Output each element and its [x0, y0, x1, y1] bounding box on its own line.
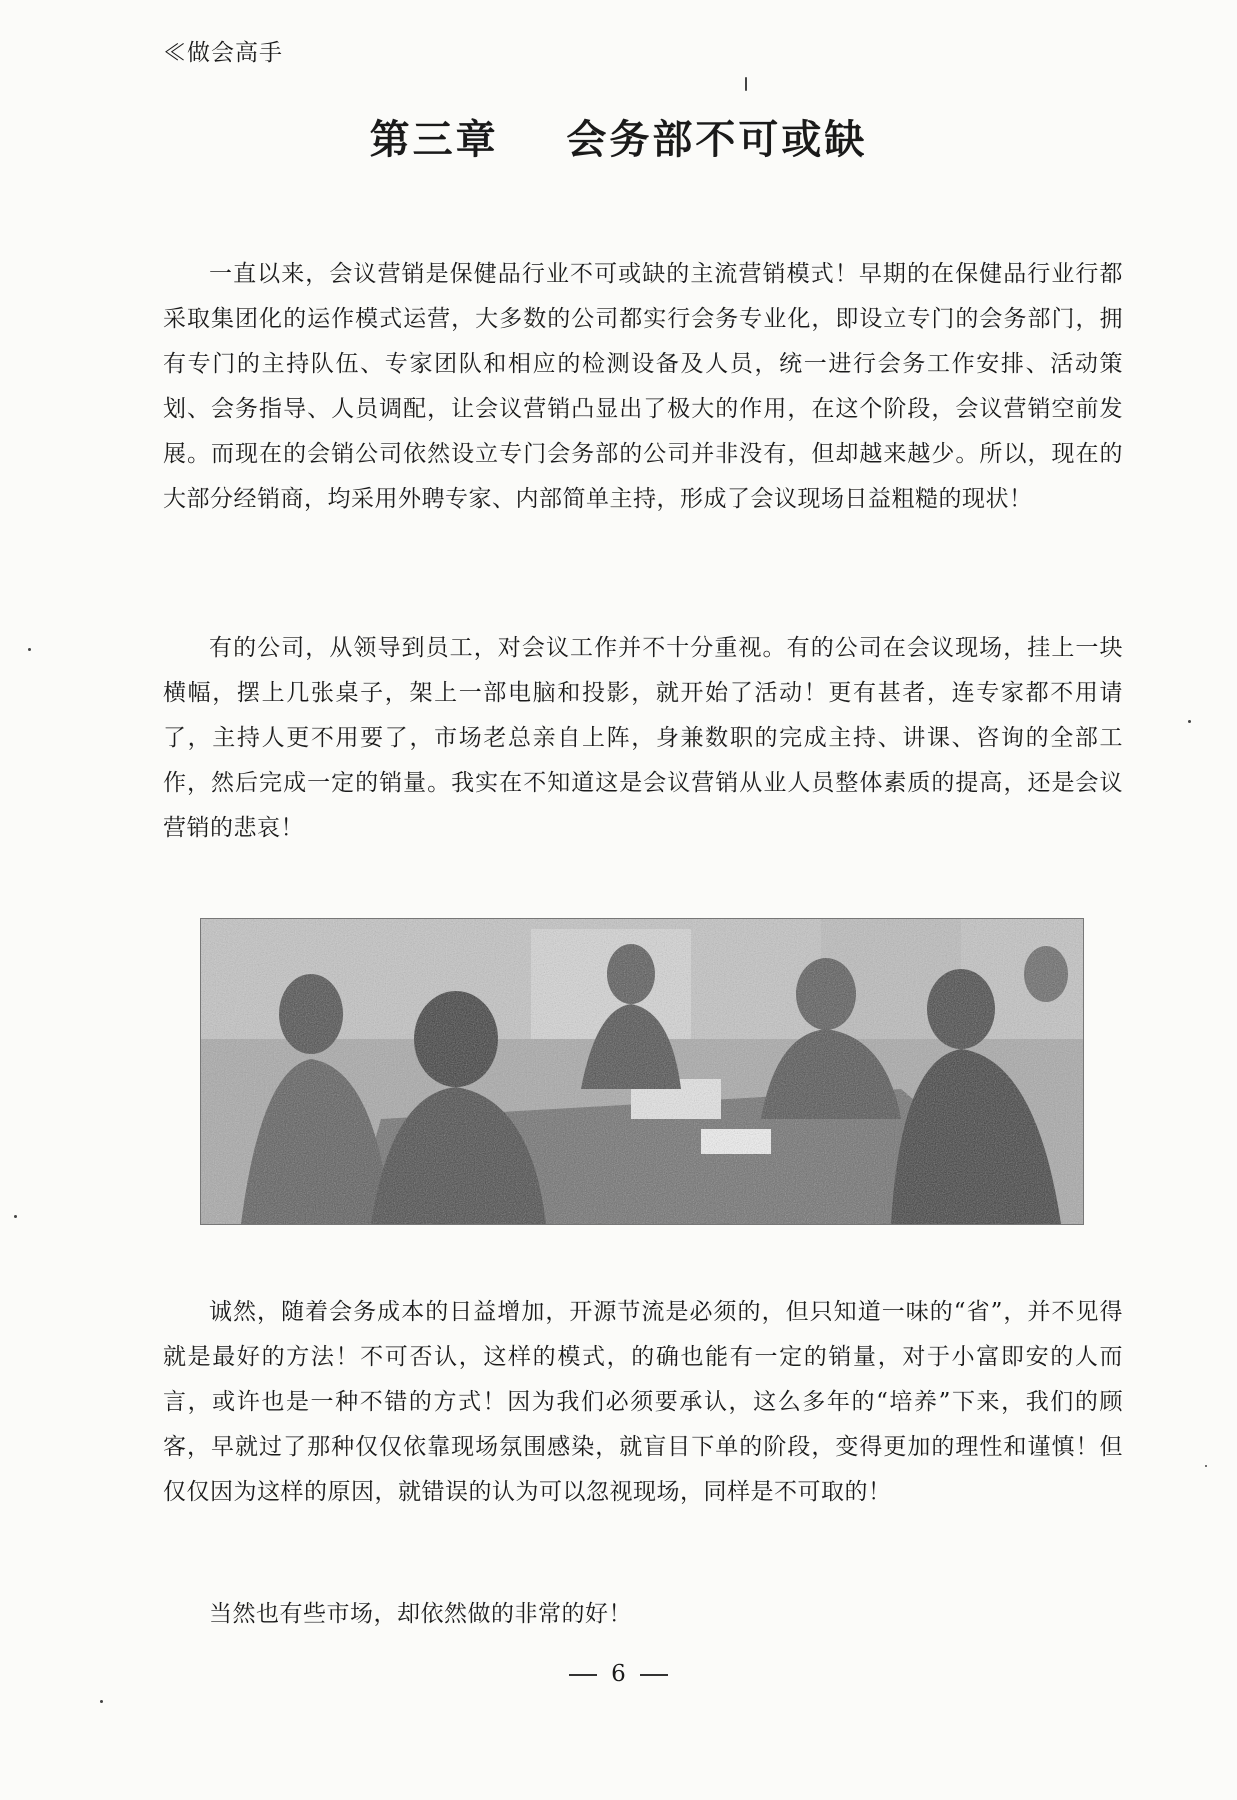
meeting-photo: [200, 918, 1084, 1225]
meeting-photo-image: [201, 919, 1083, 1224]
scan-speck: [100, 1700, 103, 1703]
page-number: [0, 1661, 1237, 1687]
paragraph-2: [163, 626, 1123, 851]
dash-left: [569, 1674, 597, 1676]
scan-speck: [1205, 1465, 1207, 1467]
chapter-title: 第三章 会务部不可或缺: [369, 116, 868, 163]
paragraph-text: 一直以来，会议营销是保健品行业不可或缺的主流营销模式！早期的在保健品行业行都采取集团化的运作模式运营，大多数的公司都实行会务专业化，即设立专门的会务部门，拥有专门的主持队伍、专家团队和相应的检测设备及人员，统一进行会务工作安排、活动策划、会务指导、人员调配，让会议营销凸显出了极大的作用，在这个阶段，会议营销空前发展。而现在的会销公司依然设立专门会务部的公司并非没有，但却越来越少。所以，现在的大部分经销商，均采用外聘专家、内部简单主持，形成了会议现场日益粗糙的现状！: [163, 261, 1123, 512]
page-number-value: 6: [611, 1661, 626, 1687]
scan-speck: [1188, 720, 1191, 723]
paragraph-4: [163, 1592, 1123, 1637]
scan-speck: [745, 77, 747, 91]
paragraph-text: 当然也有些市场，却依然做的非常的好！: [209, 1601, 632, 1627]
paragraph-1: [163, 252, 1123, 522]
scan-speck: [14, 1215, 17, 1218]
paragraph-text: 诚然，随着会务成本的日益增加，开源节流是必须的，但只知道一味的“省”，并不见得就是最好的方法！不可否认，这样的模式，的确也能有一定的销量，对于小富即安的人而言，或许也是一种不错的方式！因为我们必须要承认，这么多年的“培养”下来，我们的顾客，早就过了那种仅仅依靠现场氛围感染，就盲目下单的阶段，变得更加的理性和谨慎！但仅仅因为这样的原因，就错误的认为可以忽视现场，同样是不可取的！: [163, 1299, 1123, 1505]
paragraph-3: [163, 1290, 1123, 1515]
paragraph-text: 有的公司，从领导到员工，对会议工作并不十分重视。有的公司在会议现场，挂上一块横幅，摆上几张桌子，架上一部电脑和投影，就开始了活动！更有甚者，连专家都不用请了，主持人更不用要了，市场老总亲自上阵，身兼数职的完成主持、讲课、咨询的全部工作，然后完成一定的销量。我实在不知道这是会议营销从业人员整体素质的提高，还是会议营销的悲哀！: [163, 635, 1123, 841]
scan-speck: [28, 648, 31, 651]
dash-right: [640, 1674, 668, 1676]
running-header: ≪做会高手: [163, 40, 283, 66]
